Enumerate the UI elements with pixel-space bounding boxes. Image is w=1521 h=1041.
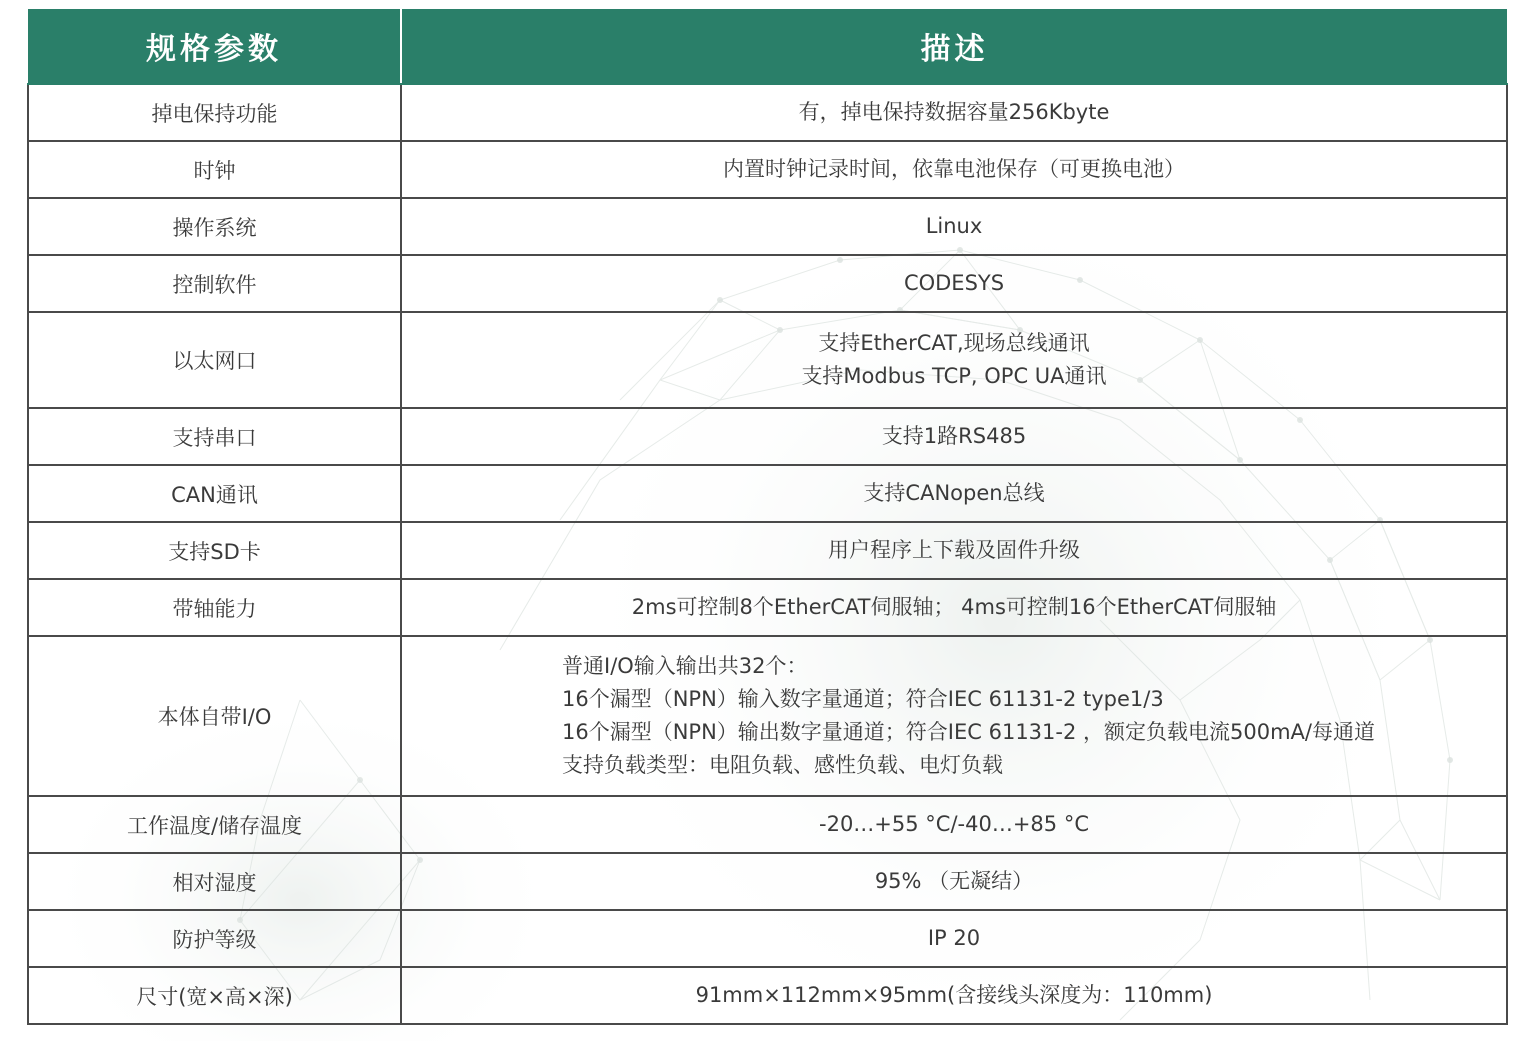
table-row xyxy=(28,967,1507,1024)
row-desc xyxy=(401,141,1507,198)
desc-line: 内置时钟记录时间，依靠电池保存（可更换电池） xyxy=(723,157,1185,181)
row-param: 工作温度/储存温度 xyxy=(28,796,401,853)
desc-line: 用户程序上下载及固件升级 xyxy=(828,538,1080,562)
row-param: 控制软件 xyxy=(28,255,401,312)
table-row xyxy=(28,312,1507,408)
desc-line: 支持EtherCAT,现场总线通讯 xyxy=(818,331,1090,355)
table-row xyxy=(28,198,1507,255)
row-desc xyxy=(401,910,1507,967)
row-param: 操作系统 xyxy=(28,198,401,255)
desc-line: 91mm×112mm×95mm(含接线头深度为：110mm) xyxy=(695,983,1213,1007)
row-param: 支持串口 xyxy=(28,408,401,465)
header-param: 规格参数 xyxy=(28,9,401,84)
row-desc xyxy=(401,579,1507,636)
table-row xyxy=(28,255,1507,312)
desc-line: 支持1路RS485 xyxy=(881,424,1027,448)
row-param: 带轴能力 xyxy=(28,579,401,636)
row-desc xyxy=(401,967,1507,1024)
row-param: 相对湿度 xyxy=(28,853,401,910)
row-desc xyxy=(401,522,1507,579)
row-desc xyxy=(401,255,1507,312)
table-row xyxy=(28,910,1507,967)
desc-line: Linux xyxy=(925,214,983,238)
desc-line: 支持CANopen总线 xyxy=(863,481,1045,505)
desc-line: 2ms可控制8个EtherCAT伺服轴； 4ms可控制16个EtherCAT伺服轴 xyxy=(631,595,1277,619)
desc-block xyxy=(562,650,1462,782)
desc-line: IP 20 xyxy=(927,926,981,950)
row-desc xyxy=(401,636,1507,796)
row-desc xyxy=(401,312,1507,408)
desc-line: 支持Modbus TCP, OPC UA通讯 xyxy=(801,364,1107,388)
row-desc xyxy=(401,465,1507,522)
row-desc xyxy=(401,408,1507,465)
row-param: 掉电保持功能 xyxy=(28,84,401,141)
desc-line: 16个漏型（NPN）输出数字量通道；符合IEC 61131-2 ，额定负载电流500mA/每通道 xyxy=(562,720,1375,744)
table-row xyxy=(28,796,1507,853)
desc-line: 95% （无凝结） xyxy=(874,869,1034,893)
row-param: CAN通讯 xyxy=(28,465,401,522)
row-desc xyxy=(401,853,1507,910)
header-desc: 描述 xyxy=(401,9,1507,84)
table-header-row xyxy=(28,9,1507,84)
table-row xyxy=(28,579,1507,636)
row-desc xyxy=(401,796,1507,853)
table-row xyxy=(28,522,1507,579)
row-param: 以太网口 xyxy=(28,312,401,408)
table-row xyxy=(28,408,1507,465)
desc-line: 普通I/O输入输出共32个： xyxy=(562,654,808,678)
row-desc xyxy=(401,198,1507,255)
row-param: 支持SD卡 xyxy=(28,522,401,579)
table-row xyxy=(28,84,1507,141)
row-param: 尺寸(宽×高×深) xyxy=(28,967,401,1024)
row-param: 本体自带I/O xyxy=(28,636,401,796)
table-row xyxy=(28,141,1507,198)
desc-line: -20…+55 °C/-40…+85 °C xyxy=(819,812,1089,836)
desc-line: CODESYS xyxy=(903,271,1005,295)
table-row xyxy=(28,465,1507,522)
table-row xyxy=(28,636,1507,796)
desc-line: 16个漏型（NPN）输入数字量通道；符合IEC 61131-2 type1/3 xyxy=(562,687,1164,711)
row-param: 防护等级 xyxy=(28,910,401,967)
row-desc xyxy=(401,84,1507,141)
desc-line: 支持负载类型：电阻负载、感性负载、电灯负载 xyxy=(562,753,1003,777)
spec-table xyxy=(27,9,1508,1025)
table-row xyxy=(28,853,1507,910)
row-param: 时钟 xyxy=(28,141,401,198)
desc-line: 有，掉电保持数据容量256Kbyte xyxy=(798,100,1110,124)
